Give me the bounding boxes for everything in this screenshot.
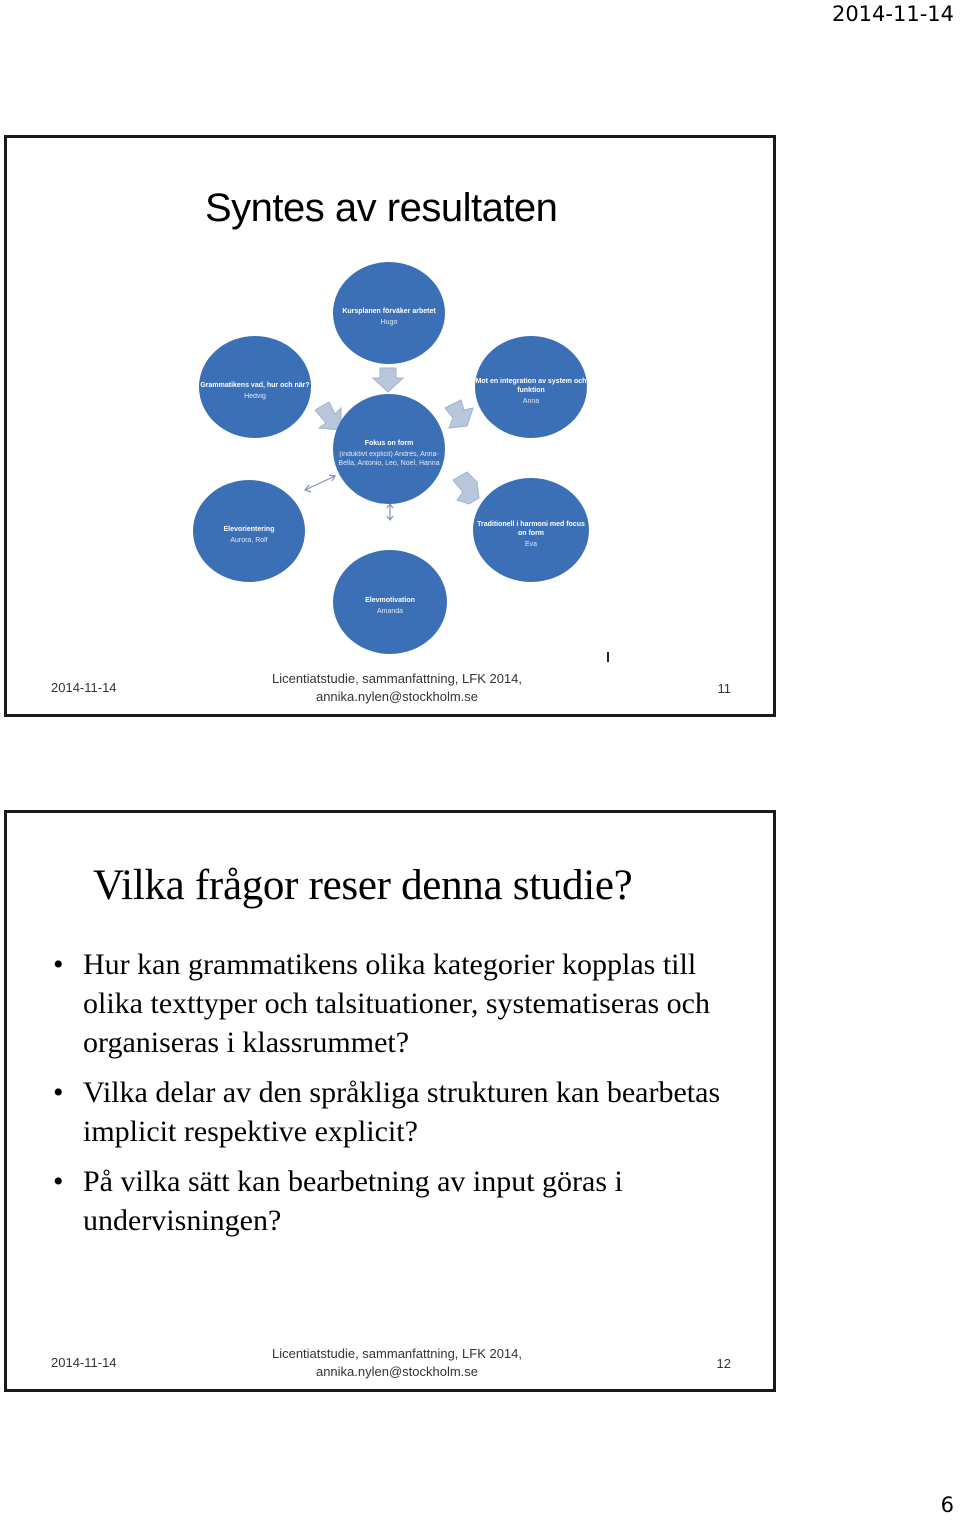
slide-title: Syntes av resultaten — [205, 186, 558, 230]
footer-info — [257, 1345, 537, 1381]
page-date: 2014-11-14 — [831, 2, 954, 26]
node-bottom-right-title: Traditionell i harmoni med focus on form — [477, 520, 585, 537]
footer-line-1: Licentiatstudie, sammanfattning, LFK 2014, — [271, 671, 523, 686]
node-bottom — [333, 550, 447, 654]
node-bottom-left — [193, 480, 305, 582]
node-top — [333, 262, 445, 364]
node-bottom-right-sub: Eva — [524, 540, 538, 548]
node-top-sub: Hugo — [380, 319, 398, 326]
node-center — [333, 394, 445, 504]
slide-11 — [4, 135, 776, 717]
footer-email: annika.nylen@stockholm.se — [315, 1364, 479, 1379]
bullet-list — [53, 945, 753, 1251]
node-top-title: Kursplanen förväker arbetet — [342, 308, 436, 315]
footer-email: annika.nylen@stockholm.se — [315, 689, 479, 704]
slide-12 — [4, 810, 776, 1392]
bullet-item: • Vilka delar av den språkliga strukturen kan bearbetas implicit respektive explicit? — [53, 1073, 753, 1151]
node-bottom-left-title: Elevorientering — [223, 526, 275, 533]
node-bottom-sub: Amanda — [376, 608, 404, 615]
bullet-item: • Hur kan grammatikens olika kategorier kopplas till olika texttyper och talsituationer, systematiseras och organiseras i klassrummet? — [53, 945, 753, 1062]
footer-date: 2014-11-14 — [51, 680, 117, 695]
slide-title: Vilka frågor reser denna studie? — [93, 862, 633, 909]
page-number: 6 — [940, 1493, 954, 1517]
divider-mark — [607, 652, 609, 662]
slide-number: 12 — [716, 1356, 731, 1371]
footer-date: 2014-11-14 — [51, 1355, 117, 1370]
bullet-item: • På vilka sätt kan bearbetning av input göras i undervisningen? — [53, 1162, 753, 1240]
arrow-top-icon — [373, 368, 403, 392]
node-top-left-title: Grammatikens vad, hur och när? — [200, 382, 310, 389]
node-top-left — [199, 336, 311, 438]
arrow-lower-left-icon — [305, 476, 335, 490]
node-top-right — [475, 336, 587, 438]
footer-line-1: Licentiatstudie, sammanfattning, LFK 2014, — [271, 1346, 523, 1361]
node-bottom-left-sub: Aurora, Rolf — [230, 537, 268, 544]
node-bottom-right — [473, 478, 589, 582]
arrow-bottom-right-icon — [453, 472, 479, 504]
node-top-right-sub: Anna — [522, 397, 540, 405]
slide-number: 11 — [717, 681, 731, 696]
node-top-left-sub: Hedvig — [244, 393, 266, 400]
node-top-right-title: Mot en integration av system och funktion — [475, 377, 587, 394]
footer-info — [257, 670, 537, 706]
node-center-title: Fokus on form — [364, 439, 414, 447]
arrow-right-icon — [445, 400, 473, 428]
node-bottom-title: Elevmotivation — [365, 597, 415, 604]
node-center-sub: (induktivt explicit) Andrés, Anna-Bella, Antonio, Leo, Noel, Hanna — [338, 450, 440, 467]
results-diagram — [177, 258, 607, 678]
